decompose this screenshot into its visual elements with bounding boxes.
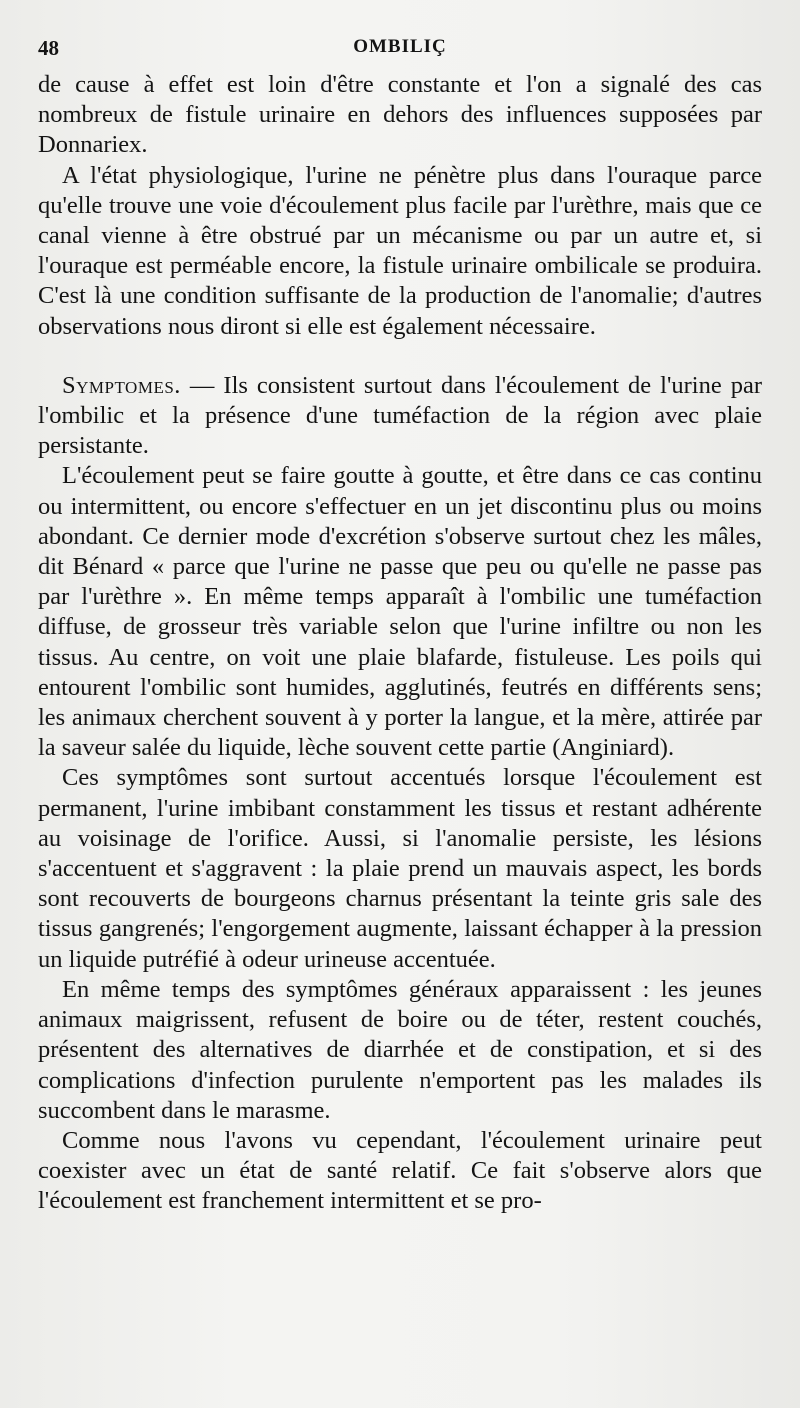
section-heading-text: — Ils consistent surtout dans l'écoulement de l'urine par l'ombilic et la présence d'une tuméfaction de la région avec plaie persistante. [38,371,762,460]
paragraph: L'écoulement peut se faire goutte à goutte, et être dans ce cas continu ou intermittent, ou encore s'effectuer en un jet discontinu plus ou moins abondant. Ce dernier mode d'excrétion s'observe surtout chez les mâles, dit Bénard « parce que l'urine ne passe que peu ou qu'elle ne passe pas par l'urèthre ». En même temps apparaît à l'ombilic une tuméfaction diffuse, de grosseur très variable selon que l'urine infiltre ou non les tissus. Au centre, on voit une plaie blafarde, fistuleuse. Les poils qui entourent l'ombilic sont humides, agglutinés, feutrés en différents sens; les animaux cherchent souvent à y porter la langue, et la mère, attirée par la saveur salée du liquide, lèche souvent cette partie (Anginiard). [38,462,762,762]
paragraph: A l'état physiologique, l'urine ne pénètre plus dans l'ouraque parce qu'elle trouve une voie d'écoulement plus facile par l'urèthre, mais que ce canal vienne à être obstrué par un mécanisme ou par un autre et, si l'ouraque est perméable encore, la fistule urinaire ombilicale se produira. C'est là une condition suffisante de la production de l'anomalie; d'autres observations nous diront si elle est également nécessaire. [38,161,762,340]
paragraph: de cause à effet est loin d'être constante et l'on a signalé des cas nombreux de fistule urinaire en dehors des influences supposées par Donnariex. [38,71,762,159]
section-heading-paragraph [38,371,762,462]
section-heading: Symptomes. [62,371,181,399]
section-gap [38,342,762,371]
paragraph: En même temps des symptômes généraux apparaissent : les jeunes animaux maigrissent, refusent de boire ou de téter, restent couchés, présentent des alternatives de diarrhée et de constipation, et si des complications d'infection purulente n'emportent pas les malades ils succombent dans le marasme. [38,975,762,1124]
running-title: OMBILIÇ [353,36,447,57]
body-text [38,70,762,1217]
page-number: 48 [38,36,59,60]
page-header [38,30,762,64]
paragraph: Ces symptômes sont surtout accentués lorsque l'écoulement est permanent, l'urine imbibant constamment les tissus et restant adhérente au voisinage de l'orifice. Aussi, si l'anomalie persiste, les lésions s'accentuent et s'aggravent : la plaie prend un mauvais aspect, les bords sont recouverts de bourgeons charnus présentant la teinte gris sale des tissus gangrenés; l'engorgement augmente, laissant échapper à la pression un liquide putréfié à odeur urineuse accentuée. [38,764,762,973]
paragraph: Comme nous l'avons vu cependant, l'écoulement urinaire peut coexister avec un état de santé relatif. Ce fait s'observe alors que l'écoulement est franchement intermittent et se pro- [38,1126,762,1215]
